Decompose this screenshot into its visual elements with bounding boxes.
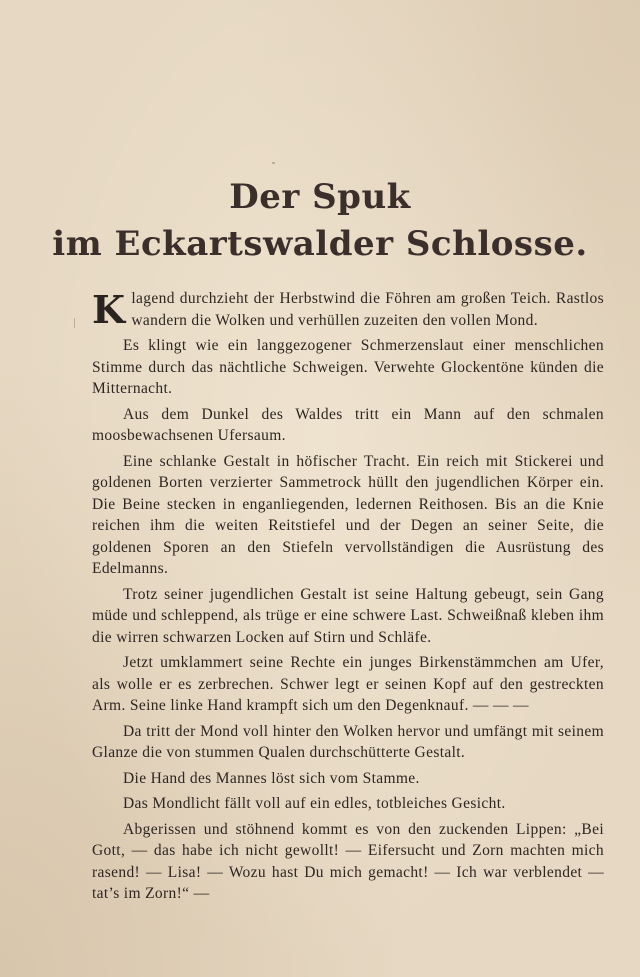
paragraph-4: Eine schlanke Gestalt in höfischer Tracht. Ein reich mit Stickerei und goldenen Borten verzierter Sammetrock hüllt den jugendlichen Körper ein. Die Beine stecken in enganliegenden, ledernen Reithosen. Bis an die Knie reichen ihm die weiten Reitstiefel und der Degen an seiner Seite, die goldenen Sporen an den Stiefeln vervollständigen die Ausrüstung des Edelmanns. xyxy=(92,452,604,577)
paper-speck xyxy=(272,162,275,164)
paragraph-3: Aus dem Dunkel des Waldes tritt ein Mann auf den schmalen moosbewachsenen Ufersaum. xyxy=(92,405,604,444)
paragraph-9: Das Mondlicht fällt voll auf ein edles, totbleiches Gesicht. xyxy=(123,795,506,812)
paragraph-8: Die Hand des Mannes löst sich vom Stamme. xyxy=(123,769,420,787)
paragraph-10: Abgerissen und stöhnend kommt es von den zuckenden Lippen: „Bei Gott, — das habe ich nicht gewollt! — Eifersucht und Zorn machten mich rasend! — Lisa! — Wozu hast Du mich gemacht! — Ich war verblendet — tat’s im Zorn!“ — xyxy=(92,820,604,902)
paragraph-6: Jetzt umklammert seine Rechte ein junges Birkenstämmchen am Ufer, als wolle er es zerbrechen. Schwer legt er seinen Kopf auf den gestreckten Arm. Seine linke Hand krampft sich um den Degenknauf. — — — xyxy=(92,654,604,714)
chapter-title-line-2: im Eckartswalder Schlosse. xyxy=(52,224,588,264)
paragraph-2: Es klingt wie ein langgezogener Schmerzenslaut einer menschlichen Stimme durch das nächtliche Schweigen. Verwehte Glockentöne künden die Mitternacht. xyxy=(92,337,604,397)
paragraph-1-text: lagend durchzieht der Herbstwind die Föhren am großen Teich. Rastlos wandern die Wolken und verhüllen zuzeiten den vollen Mond. xyxy=(131,290,604,329)
margin-mark xyxy=(74,318,75,328)
chapter-title-line-1: Der Spuk xyxy=(229,177,411,217)
drop-cap: K xyxy=(92,287,126,332)
body-text xyxy=(92,288,604,909)
paragraph-5: Trotz seiner jugendlichen Gestalt ist seine Haltung gebeugt, sein Gang müde und schleppend, als trüge er eine schwere Last. Schweißnaß kleben ihm die wirren schwarzen Locken auf Stirn und Schläfe. xyxy=(92,585,604,646)
paragraph-1 xyxy=(92,288,604,331)
paragraph-7: Da tritt der Mond voll hinter den Wolken hervor und umfängt mit seinem Glanze die von stummen Qualen durchschütterte Gestalt. xyxy=(92,722,604,761)
